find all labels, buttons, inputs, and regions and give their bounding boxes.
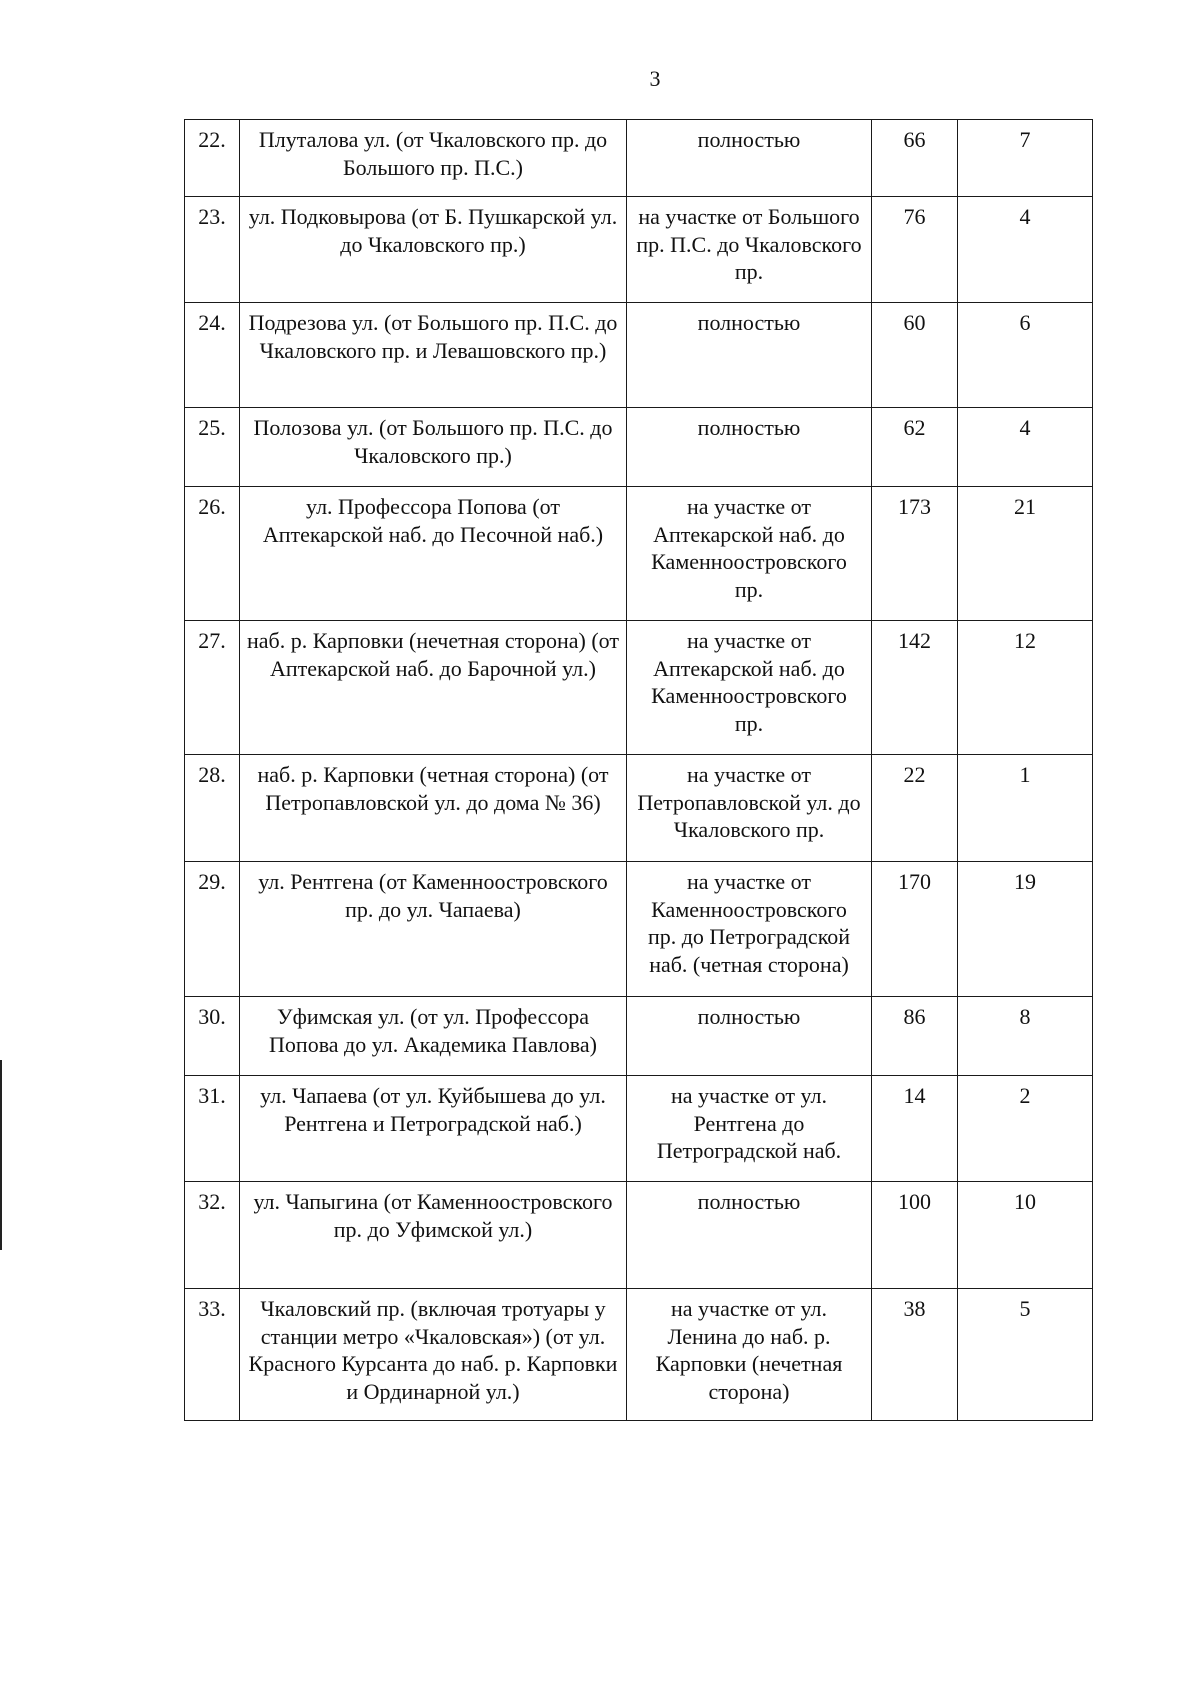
street-name: ул. Рентгена (от Каменноостровского пр. до ул. Чапаева) — [240, 862, 627, 997]
section-extent: полностью — [627, 303, 872, 408]
section-extent: на участке от Большого пр. П.С. до Чкаловского пр. — [627, 197, 872, 303]
table-row — [185, 408, 1093, 487]
value-1: 170 — [872, 862, 958, 997]
section-extent: полностью — [627, 997, 872, 1076]
value-2: 10 — [958, 1182, 1093, 1289]
scan-edge-line — [0, 1060, 2, 1250]
value-2: 21 — [958, 487, 1093, 621]
row-number: 33. — [185, 1289, 240, 1421]
value-2: 2 — [958, 1076, 1093, 1182]
value-2: 8 — [958, 997, 1093, 1076]
street-name: наб. р. Карповки (нечетная сторона) (от Аптекарской наб. до Барочной ул.) — [240, 621, 627, 755]
value-1: 66 — [872, 120, 958, 197]
street-name: Уфимская ул. (от ул. Профессора Попова до ул. Академика Павлова) — [240, 997, 627, 1076]
street-name: Чкаловский пр. (включая тротуары у станции метро «Чкаловская») (от ул. Красного Курсанта до наб. р. Карповки и Ординарной ул.) — [240, 1289, 627, 1421]
street-name: ул. Чапыгина (от Каменноостровского пр. до Уфимской ул.) — [240, 1182, 627, 1289]
section-extent: полностью — [627, 408, 872, 487]
value-1: 100 — [872, 1182, 958, 1289]
section-extent: на участке от Аптекарской наб. до Каменноостровского пр. — [627, 621, 872, 755]
row-number: 23. — [185, 197, 240, 303]
value-2: 1 — [958, 755, 1093, 862]
street-name: Полозова ул. (от Большого пр. П.С. до Чкаловского пр.) — [240, 408, 627, 487]
value-2: 19 — [958, 862, 1093, 997]
street-name: Подрезова ул. (от Большого пр. П.С. до Чкаловского пр. и Левашовского пр.) — [240, 303, 627, 408]
value-1: 22 — [872, 755, 958, 862]
row-number: 22. — [185, 120, 240, 197]
table-row — [185, 755, 1093, 862]
table-row — [185, 862, 1093, 997]
value-1: 142 — [872, 621, 958, 755]
row-number: 32. — [185, 1182, 240, 1289]
section-extent: на участке от ул. Рентгена до Петроградской наб. — [627, 1076, 872, 1182]
table-row — [185, 1076, 1093, 1182]
street-name: ул. Чапаева (от ул. Куйбышева до ул. Рентгена и Петроградской наб.) — [240, 1076, 627, 1182]
value-2: 7 — [958, 120, 1093, 197]
value-1: 76 — [872, 197, 958, 303]
street-name: наб. р. Карповки (четная сторона) (от Петропавловской ул. до дома № 36) — [240, 755, 627, 862]
table-row — [185, 1182, 1093, 1289]
value-2: 6 — [958, 303, 1093, 408]
table-row — [185, 120, 1093, 197]
row-number: 29. — [185, 862, 240, 997]
table-row — [185, 487, 1093, 621]
value-2: 4 — [958, 408, 1093, 487]
table-row — [185, 1289, 1093, 1421]
row-number: 24. — [185, 303, 240, 408]
row-number: 30. — [185, 997, 240, 1076]
section-extent: на участке от ул. Ленина до наб. р. Карповки (нечетная сторона) — [627, 1289, 872, 1421]
row-number: 28. — [185, 755, 240, 862]
section-extent: на участке от Каменноостровского пр. до Петроградской наб. (четная сторона) — [627, 862, 872, 997]
table-row — [185, 997, 1093, 1076]
value-2: 12 — [958, 621, 1093, 755]
section-extent: на участке от Петропавловской ул. до Чкаловского пр. — [627, 755, 872, 862]
section-extent: полностью — [627, 1182, 872, 1289]
value-1: 86 — [872, 997, 958, 1076]
value-2: 4 — [958, 197, 1093, 303]
page-number: 3 — [649, 66, 661, 91]
row-number: 25. — [185, 408, 240, 487]
street-name: ул. Подковырова (от Б. Пушкарской ул. до Чкаловского пр.) — [240, 197, 627, 303]
table-row — [185, 197, 1093, 303]
street-name: ул. Профессора Попова (от Аптекарской наб. до Песочной наб.) — [240, 487, 627, 621]
streets-table — [184, 119, 1093, 1421]
value-2: 5 — [958, 1289, 1093, 1421]
value-1: 62 — [872, 408, 958, 487]
table-row — [185, 303, 1093, 408]
row-number: 27. — [185, 621, 240, 755]
street-name: Плуталова ул. (от Чкаловского пр. до Большого пр. П.С.) — [240, 120, 627, 197]
value-1: 38 — [872, 1289, 958, 1421]
value-1: 173 — [872, 487, 958, 621]
row-number: 26. — [185, 487, 240, 621]
table-row — [185, 621, 1093, 755]
value-1: 14 — [872, 1076, 958, 1182]
value-1: 60 — [872, 303, 958, 408]
section-extent: полностью — [627, 120, 872, 197]
row-number: 31. — [185, 1076, 240, 1182]
section-extent: на участке от Аптекарской наб. до Каменноостровского пр. — [627, 487, 872, 621]
